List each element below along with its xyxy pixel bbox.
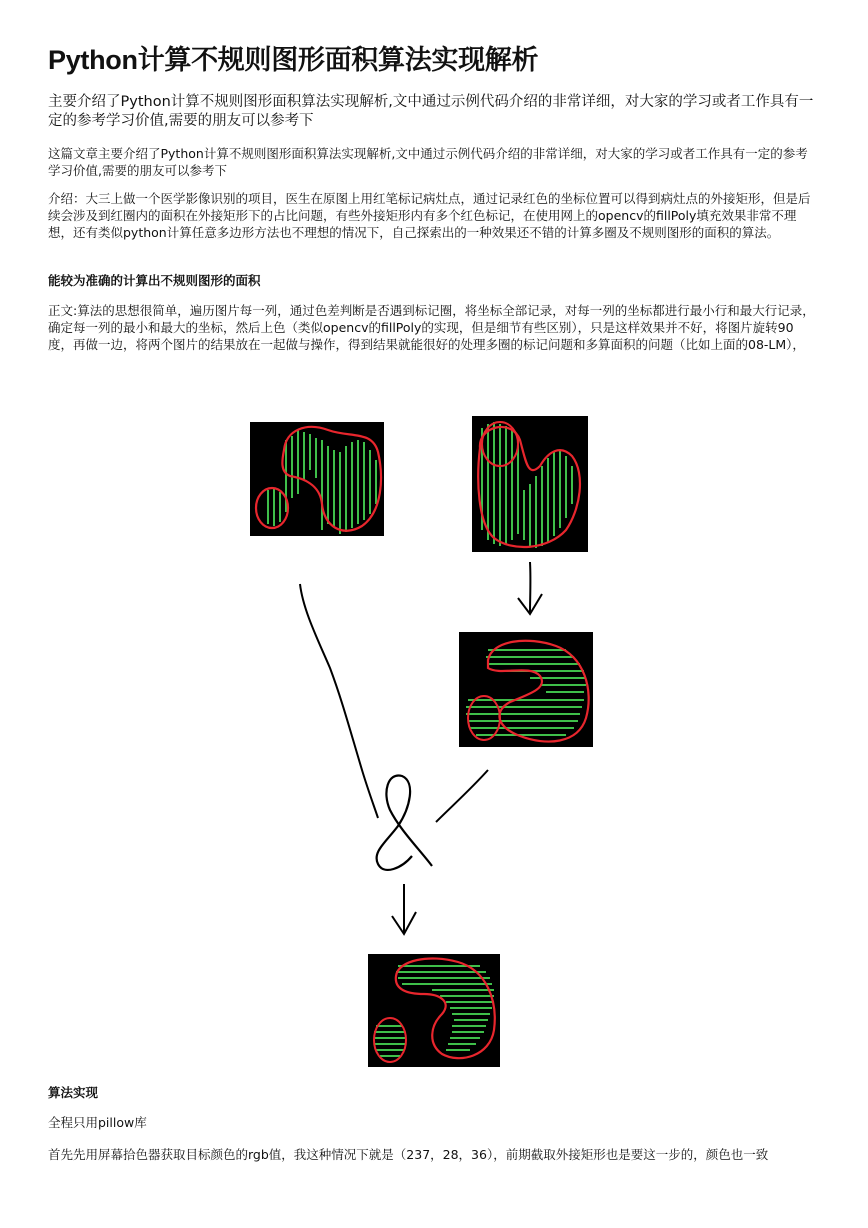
lead-paragraph: 主要介绍了Python计算不规则图形面积算法实现解析,文中通过示例代码介绍的非常详细，对大家的学习或者工作具有一定的参考学习价值,需要的朋友可以参考下 [48, 94, 814, 129]
merge-line-right [436, 770, 488, 822]
intro-paragraph: 这篇文章主要介绍了Python计算不规则图形面积算法实现解析,文中通过示例代码介绍的非常详细，对大家的学习或者工作具有一定的参考学习价值,需要的朋友可以参考下 [48, 146, 808, 178]
panel-rotated [472, 416, 588, 552]
page-title: Python计算不规则图形面积算法实现解析 [48, 45, 539, 75]
background-paragraph: 介绍：大三上做一个医学影像识别的项目，医生在原图上用红笔标记病灶点，通过记录红色的坐标位置可以得到病灶点的外接矩形，但是后续会涉及到红圈内的面积在外接矩形下的占比问题，有些外接矩形内有多个红色标记，在使用网上的opencv的fillPoly填充效果非常不理想，还有类似python计算任意多边形方法也不理想的情况下，自己探索出的一种效果还不错的计算多圈及不规则图形的面积的算法。 [48, 191, 811, 240]
arrow-down-icon [518, 562, 542, 614]
color-picker-paragraph: 首先先用屏幕拾色器获取目标颜色的rgb值，我这种情况下就是（237，28，36），前期截取外接矩形也是要这一步的，颜色也一致 [48, 1147, 769, 1162]
algorithm-paragraph: 正文:算法的思想很简单，遍历图片每一列，通过色差判断是否遇到标记圈，将坐标全部记录，对每一列的坐标都进行最小行和最大行记录，确定每一列的最小和最大的坐标，然后上色（类似opencv的fillPoly的实现，但是细节有些区别），只是这样效果并不好，将图片旋转90度，再做一边，将两个图片的结果放在一起做与操作，得到结果就能很好的处理多圈的标记问题和多算面积的问题（比如上面的08-LM）， [48, 303, 815, 352]
panel-result [368, 954, 500, 1067]
section-heading-area: 能较为准确的计算出不规则图形的面积 [48, 273, 261, 288]
panel-original-vertical [250, 422, 384, 536]
merge-line-left [300, 584, 378, 818]
arrow-down-result-icon [392, 884, 416, 934]
panel-horizontal-fill [459, 632, 593, 747]
ampersand-icon [377, 775, 432, 869]
section-heading-implementation: 算法实现 [48, 1085, 99, 1100]
pillow-paragraph: 全程只用pillow库 [48, 1115, 147, 1130]
